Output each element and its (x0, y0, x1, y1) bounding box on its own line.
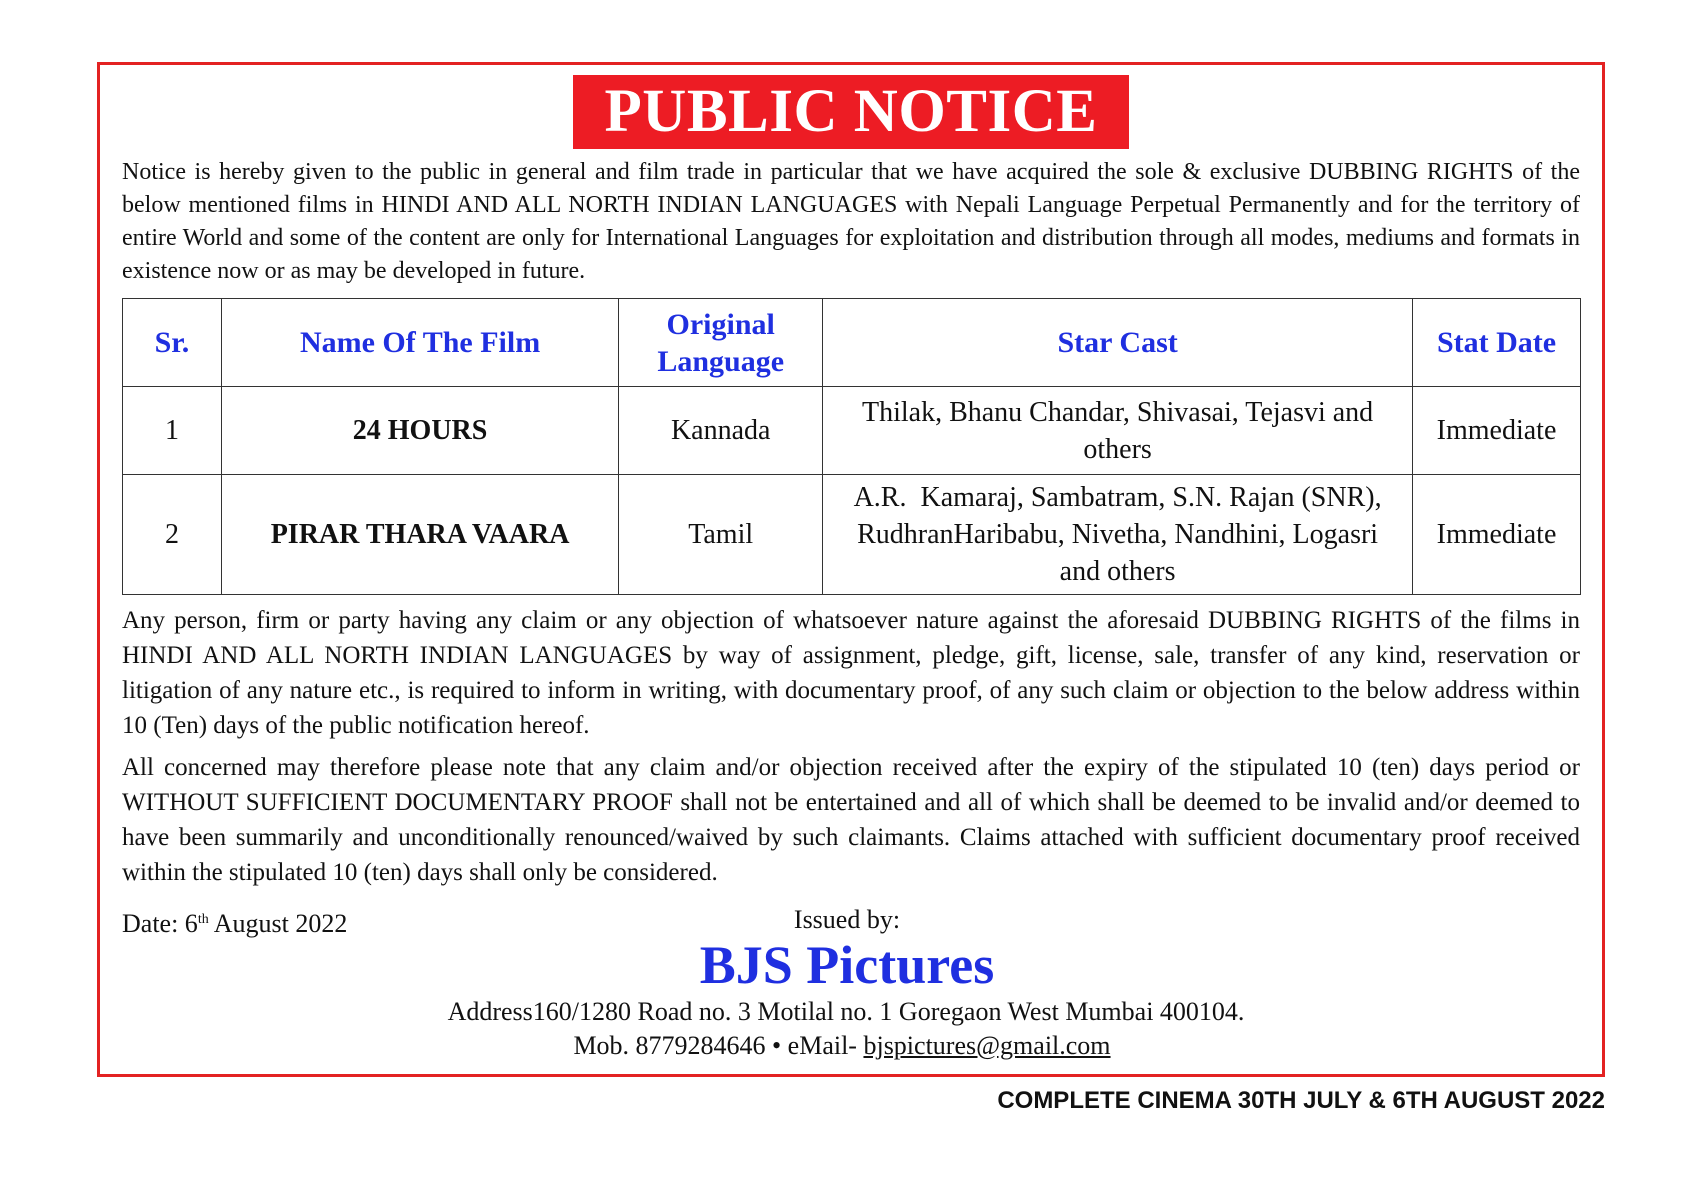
company-address-text: Address160/1280 Road no. 3 Motilal no. 1 Goregaon West Mumbai 400104. (447, 997, 1245, 1026)
header-original-language (619, 299, 823, 387)
header-original-language-label: Original Language (657, 307, 785, 378)
cell-stat-date: Immediate (1413, 387, 1581, 475)
cell-star-cast-text: Thilak, Bhanu Chandar, Shivasai, Tejasvi and others (861, 396, 1374, 465)
cell-star-cast (823, 475, 1413, 595)
table-row (123, 387, 1581, 475)
cell-stat-date: Immediate (1413, 475, 1581, 595)
intro-paragraph: Notice is hereby given to the public in general and film trade in particular that we have acquired the sole & exclusive DUBBING RIGHTS of the below mentioned films in HINDI AND ALL NORTH INDIAN LANGUAGES with Nepali Language Perpetual Permanently and for the territory of entire World and some of the content are only for International Languages for exploitation and distribution through all modes, mediums and formats in existence now or as may be developed in future. (122, 159, 1580, 284)
contact-line (573, 1031, 1114, 1060)
cell-film-name: PIRAR THARA VAARA (221, 475, 618, 595)
cell-star-cast (823, 387, 1413, 475)
issued-by-label (0, 904, 1700, 936)
header-sr: Sr. (123, 299, 222, 387)
date-prefix: Date: 6 (122, 909, 198, 938)
header-stat-date: Stat Date (1413, 299, 1581, 387)
cell-star-cast-text: A.R. Kamaraj, Sambatram, S.N. Rajan (SNR), RudhranHaribabu, Nivetha, Nandhini, Logasri and others (853, 482, 1389, 587)
cell-sr: 1 (123, 387, 222, 475)
concerned-paragraph: All concerned may therefore please note that any claim and/or objection received after the expiry of the stipulated 10 (ten) days period or WITHOUT SUFFICIENT DOCUMENTARY PROOF shall not be entertained and all of which shall be deemed to be invalid and/or deemed to have been summarily and unconditionally renounced/waived by such claimants. Claims attached with sufficient documentary proof received within the stipulated 10 (ten) days shall only be considered. (122, 754, 1580, 886)
page-title: PUBLIC NOTICE (573, 75, 1129, 149)
cell-film-name: 24 HOURS (221, 387, 618, 475)
company-contact (0, 1029, 1700, 1063)
date-ordinal-suffix: th (197, 912, 209, 927)
cell-language: Tamil (619, 475, 823, 595)
issued-by-text: Issued by: (793, 905, 901, 934)
table-header-row (123, 299, 1581, 387)
claims-paragraph: Any person, firm or party having any claim or any objection of whatsoever nature against the aforesaid DUBBING RIGHTS of the films in HINDI AND ALL NORTH INDIAN LANGUAGES by way of assignment, pledge, gift, license, sale, transfer of any kind, reservation or litigation of any nature etc., is required to inform in writing, with documentary proof, of any such claim or objection to the below address within 10 (Ten) days of the public notification hereof. (122, 607, 1580, 739)
date-rest: August 2022 (208, 909, 348, 938)
publication-footer: COMPLETE CINEMA 30TH JULY & 6TH AUGUST 2022 (997, 1087, 1605, 1114)
films-table (122, 298, 1581, 595)
email-link[interactable]: bjspictures@gmail.com (863, 1031, 1111, 1060)
table-row (123, 475, 1581, 595)
cell-sr: 2 (123, 475, 222, 595)
company-name-text: BJS Pictures (699, 935, 995, 995)
header-film-name: Name Of The Film (221, 299, 618, 387)
header-star-cast: Star Cast (823, 299, 1413, 387)
contact-phone: Mob. 8779284646 • eMail- (573, 1031, 864, 1060)
cell-language: Kannada (619, 387, 823, 475)
company-name (0, 933, 1700, 997)
company-address (0, 995, 1700, 1029)
